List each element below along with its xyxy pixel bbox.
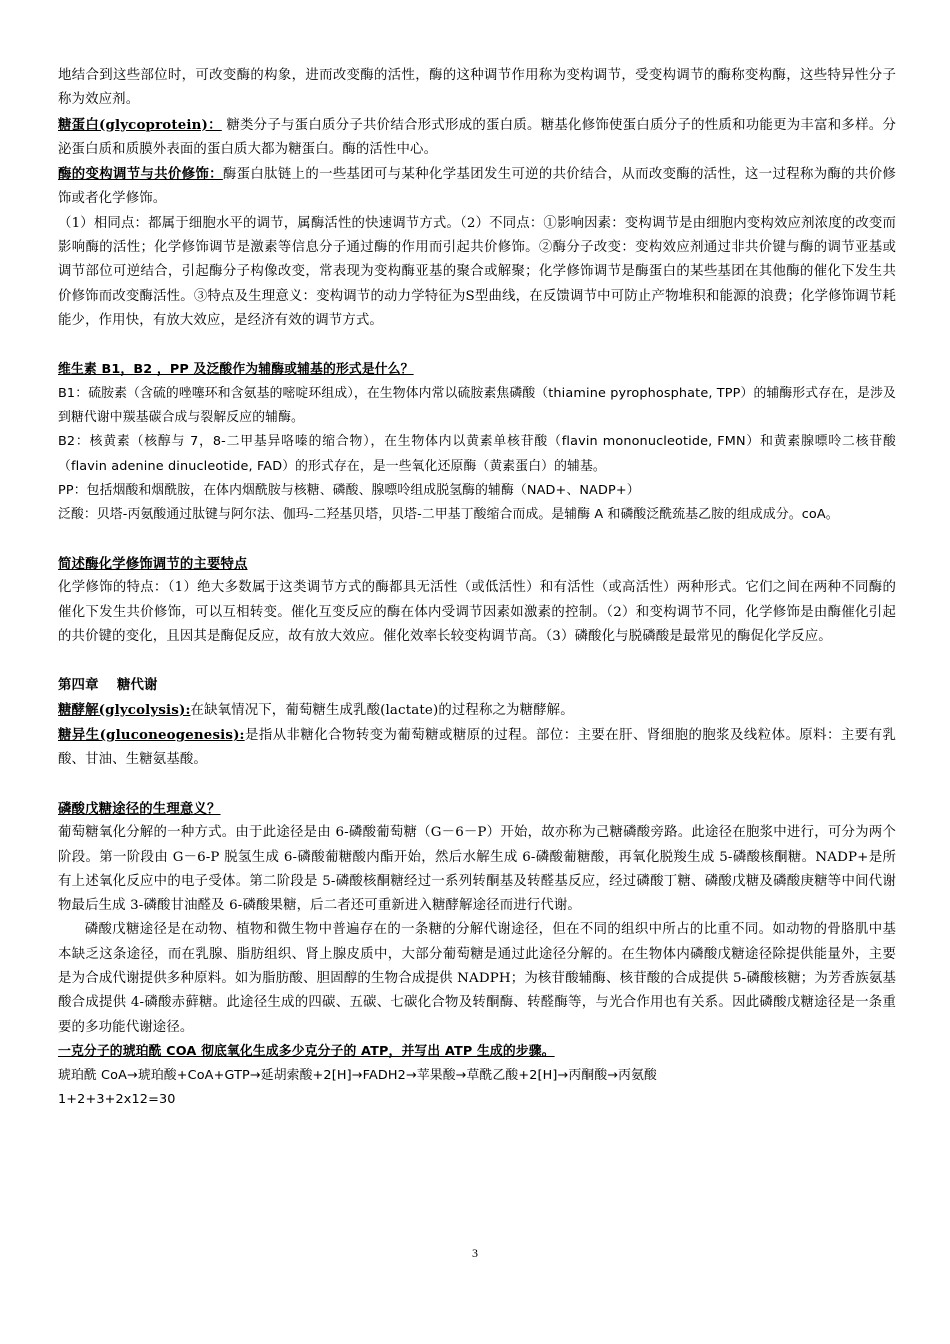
spacer: [58, 528, 896, 552]
paragraph-comparison: [58, 212, 896, 333]
heading-vitamins: 维生素 B1，B2 ，PP 及泛酸作为辅酶或辅基的形式是什么？: [58, 361, 414, 377]
spacer: [58, 333, 896, 357]
paragraph-text: 是指从非糖化合物转变为葡萄糖或糖原的过程。部位：主要在肝、肾细胞的胞浆及线粒体。原料：主要有乳酸、甘油、生糖氨基酸。: [58, 728, 896, 768]
term-glycoprotein: 糖蛋白(glycoprotein)：: [58, 116, 222, 133]
heading-atp-question: 一克分子的琥珀酰 COA 彻底氧化生成多少克分子的 ATP，并写出 ATP 生成的步骤。: [58, 1043, 555, 1059]
paragraph-vitamin-b2: B2：核黄素（核醇与 7，8-二甲基异咯嗪的缩合物），在生物体内以黄素单核苷酸（flavin mononucleotide, FMN）和黄素腺嘌呤二核苷酸（flavin adenine dinucleotide, FAD）的形式存在，是一些氧化还原酶（黄素蛋白）的辅基。: [58, 434, 896, 474]
paragraph-atp-sum: 1+2+3+2x12=30: [58, 1092, 176, 1108]
paragraph-text: 酶蛋白肽链上的一些基团可与某种化学基团发生可逆的共价结合，从而改变酶的活性，这一过程称为酶的共价修饰或者化学修饰。: [58, 167, 896, 207]
paragraph-pantothenic-acid: 泛酸：贝塔-丙氨酸通过肽键与阿尔法、伽玛-二羟基贝塔，贝塔-二甲基丁酸缩合而成。是辅酶 A 和磷酸泛酰巯基乙胺的组成成分。coA。: [58, 507, 839, 523]
paragraph-atp-steps: 琥珀酰 CoA→琥珀酸+CoA+GTP→延胡索酸+2[H]→FADH2→苹果酸→草酰乙酸+2[H]→丙酮酸→丙氨酸: [58, 1068, 657, 1084]
paragraph-text: （1）相同点：都属于细胞水平的调节，属酶活性的快速调节方式。（2）不同点：①影响因素：变构调节是由细胞内变构效应剂浓度的改变而影响酶的活性；化学修饰调节是激素等信息分子通过酶的作用而引起共价修饰。②酶分子改变：变构效应剂通过非共价键与酶的调节亚基或调节部位可逆结合，引起酶分子构像改变，常表现为变构酶亚基的聚合或解聚；化学修饰调节是酶蛋白的某些基团在其他酶的催化下发生共价修饰而改变酶活性。③特点及生理意义：变构调节的动力学特征为S型曲线，在反馈调节中可防止产物堆积和能源的浪费；化学修饰调节耗能少，作用快，有放大效应，是经济有效的调节方式。: [58, 215, 896, 328]
paragraph-covalent-modification: [58, 162, 896, 212]
paragraph-text: 地结合到这些部位时，可改变酶的构象，进而改变酶的活性，酶的这种调节作用称为变构调节，受变构调节的酶称变构酶，这些特异性分子称为效应剂。: [58, 68, 896, 108]
paragraph-chemical-modification: 化学修饰的特点：（1）绝大多数属于这类调节方式的酶都具无活性（或低活性）和有活性（或高活性）两种形式。它们之间在两种不同酶的催化下发生共价修饰，可以互相转变。催化互变反应的酶在体内受调节因素如激素的控制。（2）和变构调节不同，化学修饰是由酶催化引起的共价键的变化，且因其是酶促反应，故有放大效应。催化效率长较变构调节高。（3）磷酸化与脱磷酸是最常见的酶促化学反应。: [58, 580, 896, 644]
term-glycolysis: 糖酵解(glycolysis):: [58, 701, 191, 718]
heading-chemical-modification: 简述酶化学修饰调节的主要特点: [58, 555, 248, 572]
spacer: [58, 649, 896, 673]
term-covalent-modification: 酶的变构调节与共价修饰：: [58, 166, 223, 183]
paragraph-allosteric-intro: [58, 64, 896, 113]
paragraph-glycolysis: [58, 698, 896, 723]
paragraph-vitamin-pp: PP：包括烟酸和烟酰胺，在体内烟酰胺与核糖、磷酸、腺嘌呤组成脱氢酶的辅酶（NAD+、NADP+）: [58, 483, 640, 499]
paragraph-pentose-1: 葡萄糖氧化分解的一种方式。由于此途径是由 6-磷酸葡萄糖（G－6－P）开始，故亦称为己糖磷酸旁路。此途径在胞浆中进行，可分为两个阶段。第一阶段由 G－6-P 脱氢生成 6-磷酸葡糖酸内酯开始，然后水解生成 6-磷酸葡糖酸，再氧化脱羧生成 5-磷酸核酮糖。NADP+是所有上述氧化反应中的电子受体。第二阶段是 5-磷酸核酮糖经过一系列转酮基及转醛基反应，经过磷酸丁糖、磷酸戊糖及磷酸庚糖等中间代谢物最后生成 3-磷酸甘油醛及 6-磷酸果糖，后二者还可重新进入糖酵解途径而进行代谢。: [58, 825, 896, 914]
page-number: 3: [472, 1246, 478, 1260]
term-gluconeogenesis: 糖异生(gluconeogenesis):: [58, 727, 245, 744]
spacer: [58, 773, 896, 797]
paragraph-text: 在缺氧情况下，葡萄糖生成乳酸(lactate)的过程称之为糖酵解。: [190, 702, 574, 718]
paragraph-vitamin-b1: B1：硫胺素（含硫的唑噻环和含氨基的嘧啶环组成），在生物体内常以硫胺素焦磷酸（thiamine pyrophosphate, TPP）的辅酶形式存在，是涉及到糖代谢中羰基碳合成与裂解反应的辅酶。: [58, 385, 896, 426]
chapter-title: 第四章 糖代谢: [58, 677, 158, 694]
heading-pentose-phosphate: 磷酸戊糖途径的生理意义？: [58, 800, 221, 817]
paragraph-gluconeogenesis: [58, 723, 896, 773]
paragraph-glycoprotein: [58, 113, 896, 163]
document-body: [58, 64, 896, 1113]
paragraph-text: 糖类分子与蛋白质分子共价结合形式形成的蛋白质。糖基化修饰使蛋白质分子的性质和功能更为丰富和多样。分泌蛋白质和质膜外表面的蛋白质大都为糖蛋白。酶的活性中心。: [58, 117, 896, 157]
paragraph-pentose-2: 磷酸戊糖途径是在动物、植物和微生物中普遍存在的一条糖的分解代谢途径，但在不同的组织中所占的比重不同。如动物的骨胳肌中基本缺乏这条途径，而在乳腺、脂肪组织、肾上腺皮质中，大部分葡萄糖是通过此途径分解的。在生物体内磷酸戊糖途径除提供能量外，主要是为合成代谢提供多种原料。如为脂肪酸、胆固醇的生物合成提供 NADPH；为核苷酸辅酶、核苷酸的合成提供 5-磷酸核糖；为芳香族氨基酸合成提供 4-磷酸赤藓糖。此途径生成的四碳、五碳、七碳化合物及转酮酶、转醛酶等，与光合作用也有关系。因此磷酸戊糖途径是一条重要的多功能代谢途径。: [58, 922, 896, 1035]
